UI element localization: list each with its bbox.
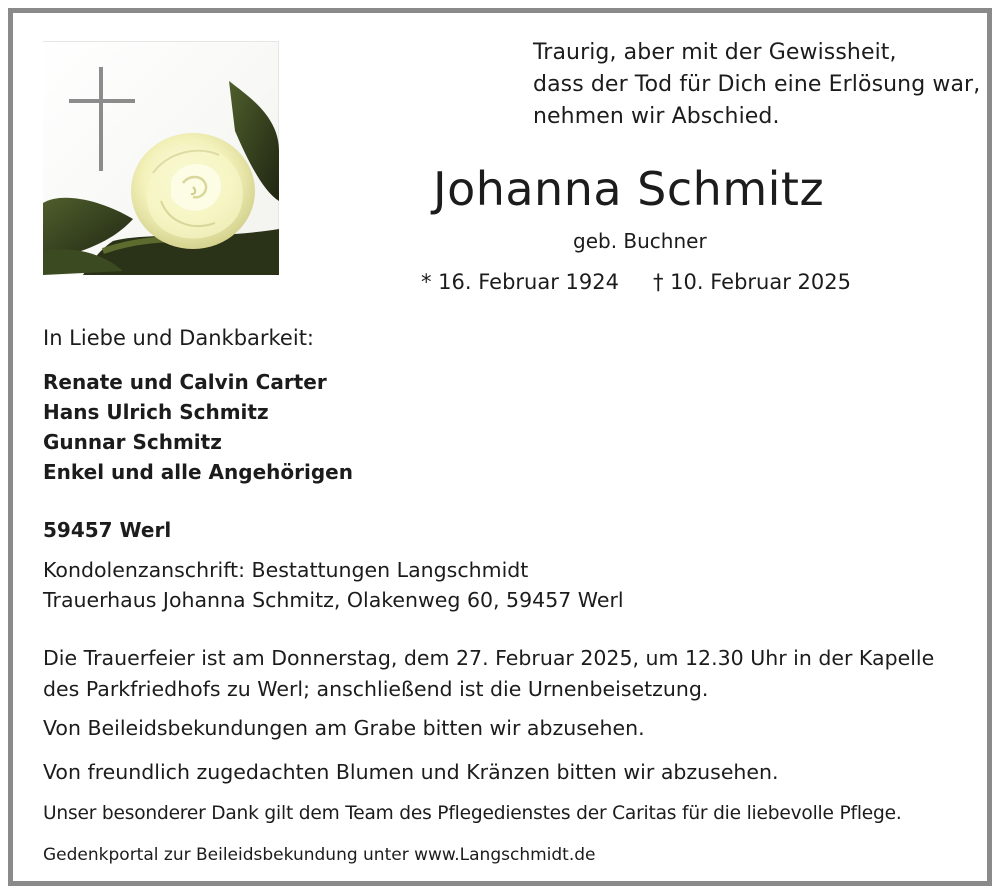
- mourner-name: Gunnar Schmitz: [43, 430, 222, 454]
- city: 59457 Werl: [43, 518, 172, 542]
- thanks-intro: In Liebe und Dankbarkeit:: [43, 326, 315, 350]
- life-dates: [421, 267, 851, 297]
- obituary-frame: [8, 8, 992, 886]
- service-line: des Parkfriedhofs zu Werl; anschließend ist die Urnenbeisetzung.: [43, 677, 709, 701]
- maiden-name: geb. Buchner: [573, 229, 707, 253]
- motto: [533, 37, 981, 133]
- condolence-address: [43, 555, 624, 615]
- birth-date: * 16. Februar 1924: [421, 270, 619, 294]
- motto-line: Traurig, aber mit der Gewissheit,: [533, 40, 897, 65]
- no-condolence-note: Von Beileidsbekundungen am Grabe bitten wir abzusehen.: [43, 716, 645, 740]
- motto-line: nehmen wir Abschied.: [533, 104, 780, 129]
- mourner-name: Renate und Calvin Carter: [43, 370, 327, 394]
- funeral-service-info: [43, 643, 934, 705]
- condolence-line: Trauerhaus Johanna Schmitz, Olakenweg 60, 59457 Werl: [43, 588, 624, 612]
- cross-and-rose-icon: [43, 41, 279, 275]
- mourners-list: [43, 367, 353, 487]
- obituary-content: [13, 13, 987, 881]
- memorial-portal-note: Gedenkportal zur Beileidsbekundung unter www.Langschmidt.de: [43, 845, 596, 865]
- mourner-name: Enkel und alle Angehörigen: [43, 460, 353, 484]
- service-line: Die Trauerfeier ist am Donnerstag, dem 27. Februar 2025, um 12.30 Uhr in der Kapelle: [43, 646, 935, 670]
- mourner-name: Hans Ulrich Schmitz: [43, 400, 269, 424]
- motto-line: dass der Tod für Dich eine Erlösung war,: [533, 72, 981, 97]
- gratitude-note: Unser besonderer Dank gilt dem Team des Pflegedienstes der Caritas für die liebevolle Pflege.: [43, 803, 902, 824]
- condolence-line: Kondolenzanschrift: Bestattungen Langschmidt: [43, 558, 529, 582]
- deceased-name: Johanna Schmitz: [433, 162, 825, 216]
- death-date: † 10. Februar 2025: [653, 270, 851, 294]
- no-flowers-note: Von freundlich zugedachten Blumen und Kränzen bitten wir abzusehen.: [43, 760, 779, 784]
